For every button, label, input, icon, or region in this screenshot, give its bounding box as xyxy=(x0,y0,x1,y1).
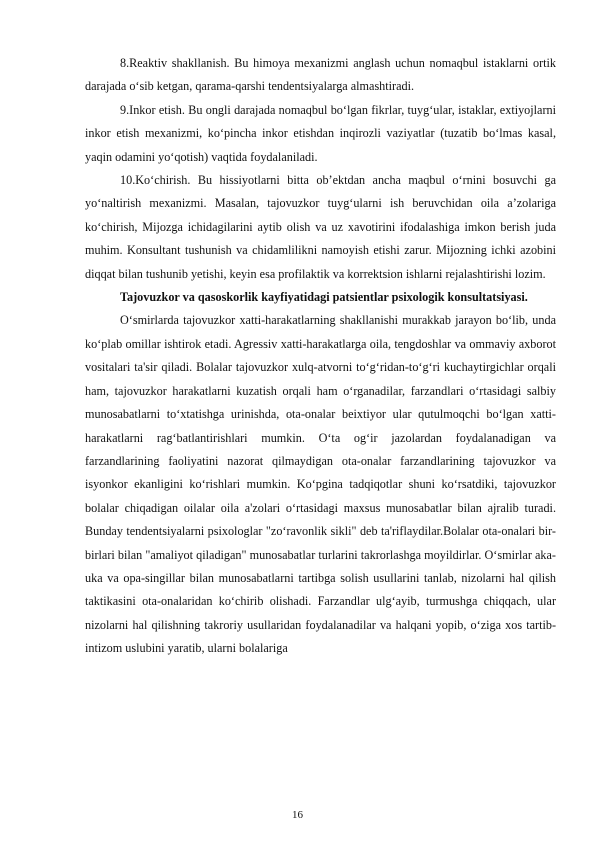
paragraph-reactive-formation: 8.Reaktiv shakllanish. Bu himoya mexanizmi anglash uchun nomaqbul istaklarni ortik darajada o‘sib ketgan, qarama-qarshi tendentsiyalarga almashtiradi. xyxy=(85,56,556,94)
paragraph-displacement: 10.Ko‘chirish. Bu hissiyotlarni bitta ob’ektdan ancha maqbul o‘rnini bosuvchi ga yo‘naltirish mexanizmi. Masalan, tajovuzkor tuyg‘ularni ish beruvchidan oila a’zolariga ko‘chirish, Mijozga ichidagilarini aytib olish va uz xavotirini ifodalashiga imkon berish juda muhim. Konsultant tushunish va chidamlilikni namoyish etishi zarur. Mijozning ichki azobini diqqat bilan tushunib yetishi, keyin esa profilaktik va korrektsion ishlarni rejalashtirishi lozim. xyxy=(85,173,556,281)
document-page xyxy=(85,52,556,661)
paragraph-body: O‘smirlarda tajovuzkor xatti-harakatlarning shakllanishi murakkab jarayon bo‘lib, unda ko‘plab omillar ishtirok etadi. Agressiv xatti-harakatlarga oila, tengdoshlar va ommaviy axborot vositalari ta'sir qiladi. Bolalar tajovuzkor xulq-atvorni to‘g‘ridan-to‘g‘ri kuchaytirgichlar orqali ham, tajovuzkor harakatlarni kuzatish orqali ham o‘rganadilar, farzandlari o‘rtasidagi salbiy munosabatlarni to‘xtatishga urinishda, ota-onalar beixtiyor ular qutulmoqchi bo‘lgan xatti-harakatlarni rag‘batlantirishlari mumkin. O‘ta og‘ir jazolardan foydalanadigan va farzandlarining faoliyatini nazorat qilmaydigan ota-onalar farzandlarining tajovuzkor va isyonkor ekanligini ko‘rishlari mumkin. Ko‘pgina tadqiqotlar shuni ko‘rsatdiki, tajovuzkor bolalar chiqadigan oilalar oila a'zolari o‘rtasidagi maxsus munosabatlar bilan ajralib turadi. Bunday tendentsiyalarni psixologlar "zo‘ravonlik sikli" deb ta'riflaydilar.Bolalar ota-onalari bir-birlari bilan "amaliyot qiladigan" munosabatlar turlarini takrorlashga moyildirlar. O‘smirlar aka-uka va opa-singillar bilan munosabatlarni tartibga solish usullarini tanlab, nizolarni hal qilish taktikasini ota-onalaridan ko‘chirib olishadi. Farzandlar ulg‘ayib, turmushga chiqqach, ular nizolarni hal qilishning takroriy usullaridan foydalanadilar va halqani yopib, o‘ziga xos tartib-intizom uslubini yaratib, ularni bolalariga xyxy=(85,313,556,656)
page-number: 16 xyxy=(292,809,303,821)
section-heading: Tajovuzkor va qasoskorlik kayfiyatidagi patsientlar psixologik konsultatsiyasi. xyxy=(120,290,528,305)
paragraph-denial: 9.Inkor etish. Bu ongli darajada nomaqbul bo‘lgan fikrlar, tuyg‘ular, istaklar, extiyojlarni inkor etish mexanizmi, ko‘pincha inkor etishdan inqirozli vaziyatlar (tuzatib bo‘lmas kasal, yaqin odamini yo‘qotish) vaqtida foydalaniladi. xyxy=(85,102,556,164)
